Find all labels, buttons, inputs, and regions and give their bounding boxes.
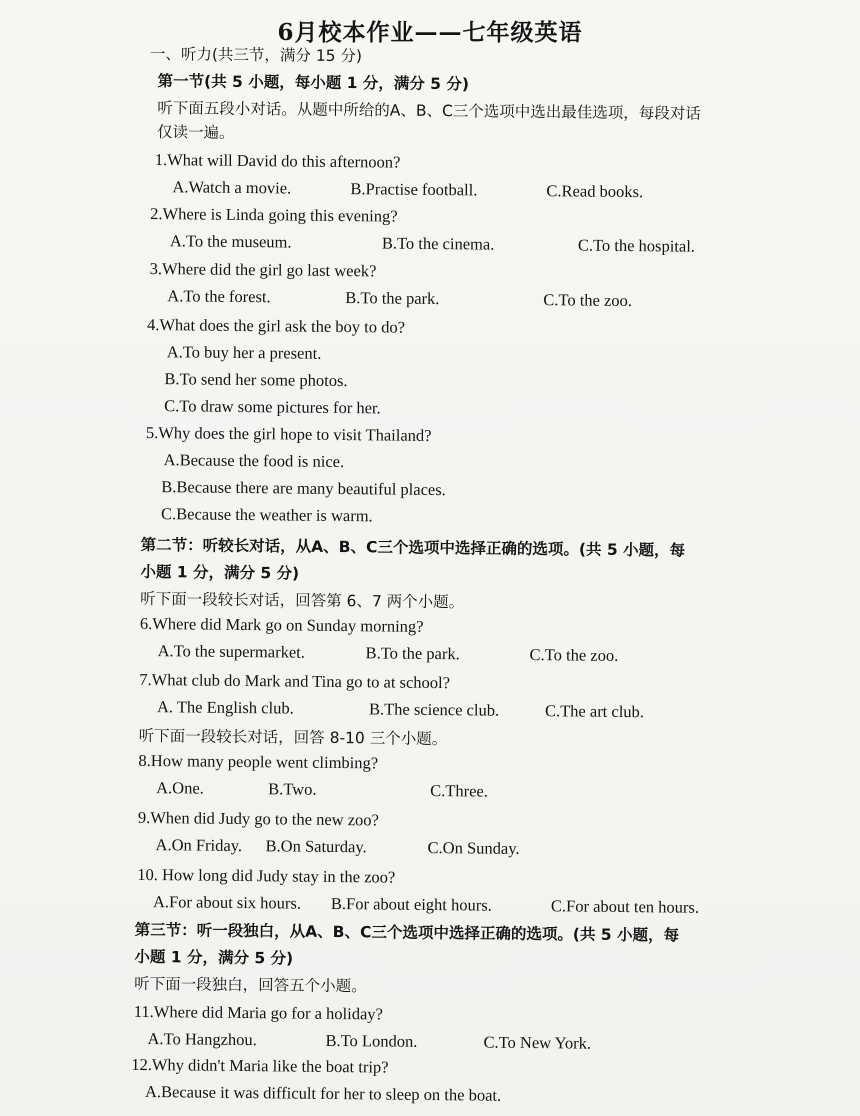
option-c: C.To the hospital. (577, 235, 696, 256)
question-3: 3.Where did the girl go last week? (149, 259, 377, 281)
option-a: A.To buy her a present. (166, 342, 322, 363)
question-4: 4.What does the girl ask the boy to do? (146, 314, 406, 337)
section3-heading-2: 小题 1 分，满分 5 分) (134, 947, 294, 968)
question-10: 10. How long did Judy stay in the zoo? (137, 864, 396, 887)
option-a: A.For about six hours. (152, 892, 302, 913)
option-a: A.To the forest. (167, 286, 271, 307)
question-5: 5.Why does the girl hope to visit Thailand? (145, 422, 432, 445)
option-a: A.On Friday. (155, 835, 243, 856)
section1-instruction-2: 仅读一遍。 (156, 123, 235, 142)
option-b: B.To London. (325, 1030, 418, 1051)
option-b: B.The science club. (368, 699, 500, 720)
option-a: A.Because the food is nice. (163, 450, 345, 472)
question-1: 1.What will David do this afternoon? (154, 150, 401, 172)
option-b: B.To send her some photos. (164, 369, 348, 391)
question-7: 7.What club do Mark and Tina go to at school? (139, 669, 451, 693)
question-8: 8.How many people went climbing? (138, 750, 379, 773)
option-c: C.For about ten hours. (550, 896, 700, 917)
section2-heading-1: 第二节：听较长对话，从A、B、C三个选项中选择正确的选项。(共 5 小题，每 (140, 535, 686, 560)
option-a: A.Because it was difficult for her to sleep on the boat. (144, 1082, 502, 1105)
section1-heading: 第一节(共 5 小题，每小题 1 分，满分 5 分) (157, 72, 470, 94)
section3-intro: 听下面一段独白，回答五个小题。 (134, 974, 367, 996)
option-c: C.Because the weather is warm. (160, 504, 373, 526)
option-c: C.Three. (430, 780, 489, 801)
option-b: B.Because there are many beautiful places. (161, 477, 446, 500)
question-12: 12.Why didn't Maria like the boat trip? (131, 1054, 389, 1077)
option-a: A.To Hangzhou. (147, 1029, 257, 1050)
option-b: B.To the park. (365, 643, 460, 664)
page-title: 6月校本作业——七年级英语 (277, 19, 583, 46)
option-b: B.Two. (268, 779, 317, 799)
question-2: 2.Where is Linda going this evening? (150, 204, 398, 226)
option-c: C.To New York. (483, 1032, 592, 1053)
question-9: 9.When did Judy go to the new zoo? (137, 807, 379, 830)
option-b: B.To the park. (345, 288, 440, 309)
section2-intro-a: 听下面一段较长对话，回答第 6、7 两个小题。 (140, 589, 465, 612)
section2-heading-2: 小题 1 分，满分 5 分) (140, 562, 300, 583)
option-b: B.For about eight hours. (330, 893, 492, 915)
option-c: C.To draw some pictures for her. (164, 396, 381, 418)
option-b: B.To the cinema. (381, 233, 495, 254)
option-b: B.On Saturday. (265, 836, 367, 857)
option-c: C.To the zoo. (543, 290, 633, 311)
section1-instruction-1: 听下面五段小对话。从题中所给的A、B、C三个选项中选出最佳选项，每段对话 (157, 99, 701, 123)
option-c: C.The art club. (544, 701, 645, 722)
option-a: A.To the supermarket. (157, 641, 306, 662)
option-a: A.Watch a movie. (172, 177, 292, 198)
option-a: A.To the museum. (169, 231, 292, 252)
question-12-option-a (139, 1082, 809, 1116)
option-c: C.To the zoo. (529, 645, 619, 665)
question-11: 11.Where did Maria go for a holiday? (133, 1001, 384, 1024)
section2-intro-b: 听下面一段较长对话，回答 8-10 三个小题。 (138, 726, 448, 749)
section3-heading-1: 第三节：听一段独白，从A、B、C三个选项中选择正确的选项。(共 5 小题，每 (134, 920, 680, 945)
option-b: B.Practise football. (350, 179, 478, 200)
question-6: 6.Where did Mark go on Sunday morning? (139, 613, 424, 636)
option-a: A. The English club. (156, 697, 294, 718)
option-c: C.On Sunday. (427, 837, 520, 858)
exam-content (131, 42, 820, 1116)
option-c: C.Read books. (546, 181, 644, 202)
option-a: A.One. (156, 778, 204, 798)
part1-heading: 一、听力(共三节，满分 15 分) (149, 44, 363, 66)
